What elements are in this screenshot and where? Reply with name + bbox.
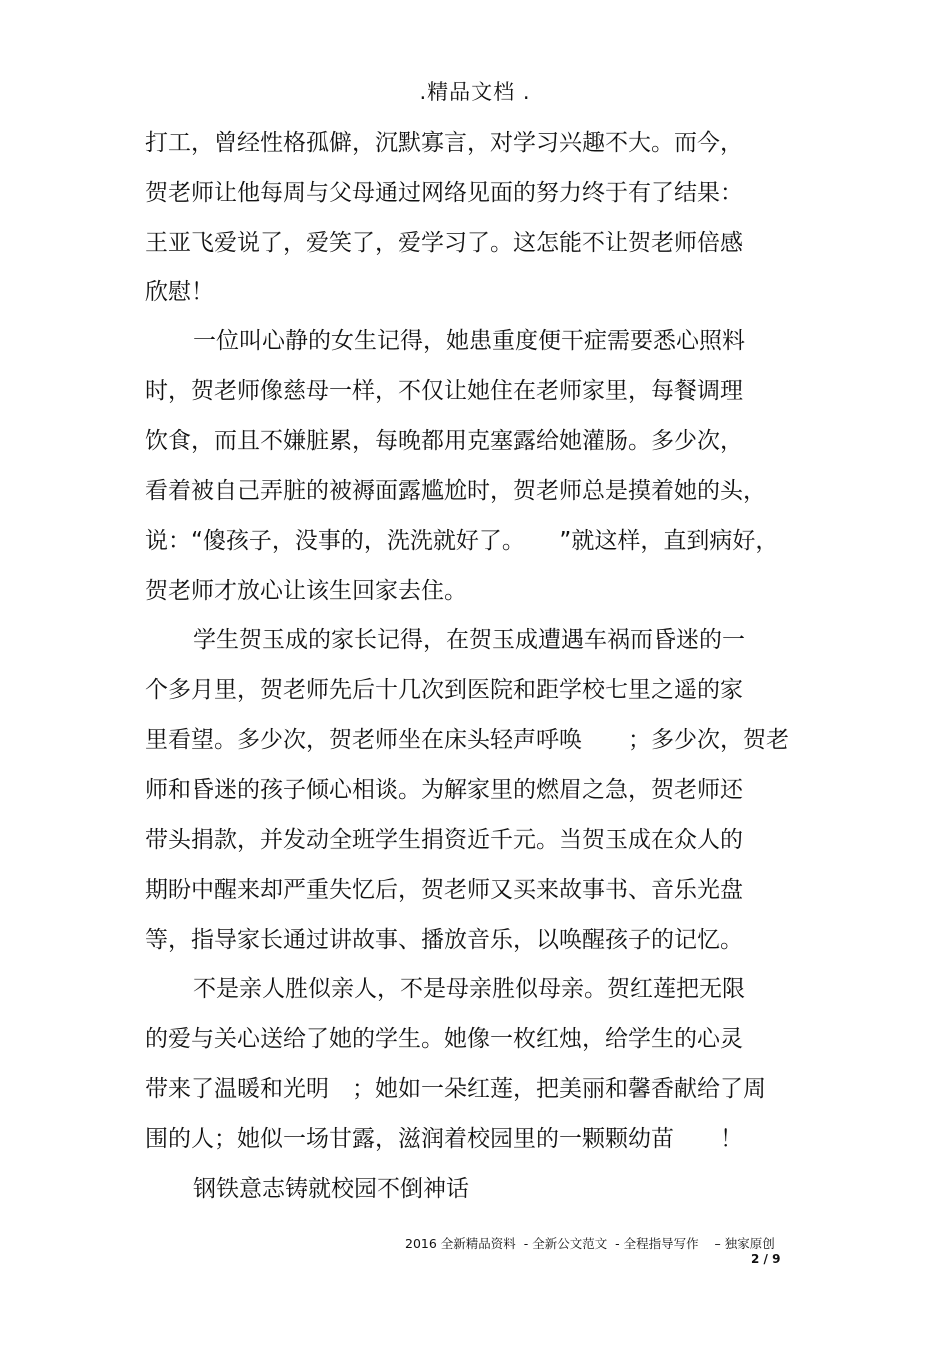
text-line: 时，贺老师像慈母一样，不仅让她住在老师家里，每餐调理 — [145, 378, 743, 404]
text-line: 等，指导家长通过讲故事、播放音乐，以唤醒孩子的记忆。 — [145, 927, 743, 953]
text-line: 带来了温暖和光明 ；她如一朵红莲，把美丽和馨香献给了周 — [145, 1076, 766, 1102]
text-line: 学生贺玉成的家长记得，在贺玉成遭遇车祸而昏迷的一 — [193, 627, 745, 653]
text-line: 不是亲人胜似亲人，不是母亲胜似母亲。贺红莲把无限 — [193, 976, 745, 1002]
text-line: 饮食，而且不嫌脏累，每晚都用克塞露给她灌肠。多少次， — [145, 428, 743, 454]
text-line: 的爱与关心送给了她的学生。她像一枚红烛，给学生的心灵 — [145, 1026, 743, 1052]
text-line: 王亚飞爱说了，爱笑了，爱学习了。这怎能不让贺老师倍感 — [145, 230, 743, 256]
text-line: 一位叫心静的女生记得，她患重度便干症需要悉心照料 — [193, 328, 745, 354]
text-line: 打工，曾经性格孤僻，沉默寡言，对学习兴趣不大。而今， — [145, 130, 743, 156]
text-line: 欣慰！ — [145, 279, 214, 305]
text-line: 贺老师让他每周与父母通过网络见面的努力终于有了结果： — [145, 180, 743, 206]
text-line: 围的人；她似一场甘露，滋润着校园里的一颗颗幼苗 ！ — [145, 1126, 743, 1152]
text-line: 说：“傻孩子，没事的，洗洗就好了。 ”就这样，直到病好， — [145, 528, 779, 554]
text-line: 贺老师才放心让该生回家去住。 — [145, 578, 467, 604]
text-line: 带头捐款，并发动全班学生捐资近千元。当贺玉成在众人的 — [145, 827, 743, 853]
text-line: 个多月里，贺老师先后十几次到医院和距学校七里之遥的家 — [145, 677, 743, 703]
page-header: .精品文档 . — [419, 80, 531, 104]
footer-note: 2016 全新精品资料 - 全新公文范文 - 全程指导写作 – 独家原创 — [405, 1236, 775, 1251]
section-heading: 钢铁意志铸就校园不倒神话 — [193, 1176, 469, 1202]
page-number: 2 / 9 — [751, 1252, 781, 1266]
text-line: 期盼中醒来却严重失忆后，贺老师又买来故事书、音乐光盘 — [145, 877, 743, 903]
text-line: 里看望。多少次，贺老师坐在床头轻声呼唤 ；多少次，贺老 — [145, 727, 789, 753]
text-line: 师和昏迷的孩子倾心相谈。为解家里的燃眉之急，贺老师还 — [145, 777, 743, 803]
text-line: 看着被自己弄脏的被褥面露尴尬时，贺老师总是摸着她的头， — [145, 478, 766, 504]
